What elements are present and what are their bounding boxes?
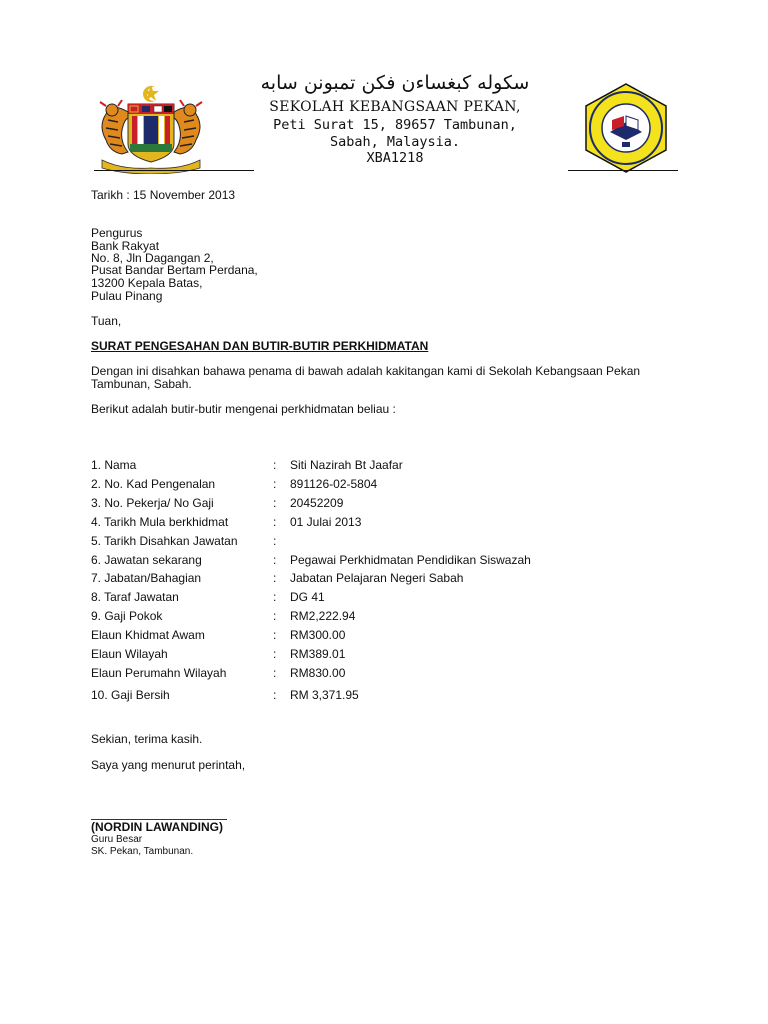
detail-label: 9. Gaji Pokok: [91, 609, 163, 623]
school-name-jawi: سکوله کبغساءن فکن تمبونن سابه: [260, 72, 530, 94]
coat-of-arms-logo: [92, 82, 210, 174]
detail-value: RM389.01: [290, 647, 346, 661]
signatory-title: Guru Besar: [91, 834, 143, 845]
detail-separator: :: [273, 515, 277, 529]
recipient-line: Pengurus: [91, 226, 143, 240]
detail-value: 01 Julai 2013: [290, 515, 362, 529]
detail-label: 3. No. Pekerja/ No Gaji: [91, 496, 214, 510]
signatory-name: (NORDIN LAWANDING): [91, 820, 223, 834]
detail-separator: :: [273, 688, 277, 702]
detail-label: 8. Taraf Jawatan: [91, 590, 179, 604]
detail-label: 1. Nama: [91, 458, 137, 472]
paragraph-intro: Dengan ini disahkan bahawa penama di bawah adalah kakitangan kami di Sekolah Kebangsaan Pekan Tambunan, Sabah.: [91, 364, 641, 391]
detail-label: Elaun Khidmat Awam: [91, 628, 205, 642]
subject-heading: SURAT PENGESAHAN DAN BUTIR-BUTIR PERKHIDMATAN: [91, 339, 429, 353]
letterhead: [0, 0, 768, 180]
detail-value: DG 41: [290, 590, 325, 604]
recipient-line: 13200 Kepala Batas,: [91, 276, 203, 290]
detail-value: Pegawai Perkhidmatan Pendidikan Siswazah: [290, 553, 531, 567]
detail-value: RM300.00: [290, 628, 346, 642]
date-line: Tarikh : 15 November 2013: [91, 188, 236, 202]
detail-separator: :: [273, 571, 277, 585]
detail-value: Siti Nazirah Bt Jaafar: [290, 458, 403, 472]
detail-separator: :: [273, 666, 277, 680]
detail-label: 6. Jawatan sekarang: [91, 553, 202, 567]
detail-value: Jabatan Pelajaran Negeri Sabah: [290, 571, 464, 585]
detail-value: 20452209: [290, 496, 344, 510]
detail-separator: :: [273, 590, 277, 604]
detail-label: 10. Gaji Bersih: [91, 688, 170, 702]
closing-thanks: Sekian, terima kasih.: [91, 732, 203, 746]
school-name: SEKOLAH KEBANGSAAN PEKAN,: [269, 99, 521, 115]
detail-label: 4. Tarikh Mula berkhidmat: [91, 515, 229, 529]
closing-signoff: Saya yang menurut perintah,: [91, 758, 246, 772]
school-emblem-logo: [580, 82, 672, 174]
detail-label: Elaun Wilayah: [91, 647, 168, 661]
detail-label: 7. Jabatan/Bahagian: [91, 571, 202, 585]
detail-separator: :: [273, 458, 277, 472]
paragraph-details-intro: Berikut adalah butir-butir mengenai perkhidmatan beliau :: [91, 402, 396, 416]
detail-separator: :: [273, 647, 277, 661]
salutation: Tuan,: [91, 314, 122, 328]
address-line: Sabah, Malaysia.: [329, 134, 461, 150]
header-rule-right: [568, 170, 678, 171]
header-rule-left: [94, 170, 254, 171]
recipient-line: No. 8, Jln Dagangan 2,: [91, 251, 214, 265]
detail-separator: :: [273, 553, 277, 567]
detail-separator: :: [273, 477, 277, 491]
school-code: XBA1218: [366, 150, 424, 166]
recipient-line: Pulau Pinang: [91, 289, 163, 303]
detail-separator: :: [273, 534, 277, 548]
signatory-organization: SK. Pekan, Tambunan.: [91, 846, 194, 857]
recipient-line: Bank Rakyat: [91, 239, 160, 253]
detail-separator: :: [273, 628, 277, 642]
detail-label: 5. Tarikh Disahkan Jawatan: [91, 534, 238, 548]
recipient-line: Pusat Bandar Bertam Perdana,: [91, 263, 258, 277]
detail-separator: :: [273, 609, 277, 623]
detail-separator: :: [273, 496, 277, 510]
detail-value: RM 3,371.95: [290, 688, 359, 702]
detail-value: RM830.00: [290, 666, 346, 680]
detail-value: 891126-02-5804: [290, 477, 378, 491]
detail-value: RM2,222.94: [290, 609, 356, 623]
address-line: Peti Surat 15, 89657 Tambunan,: [273, 117, 517, 133]
detail-label: 2. No. Kad Pengenalan: [91, 477, 216, 491]
detail-label: Elaun Perumahn Wilayah: [91, 666, 227, 680]
